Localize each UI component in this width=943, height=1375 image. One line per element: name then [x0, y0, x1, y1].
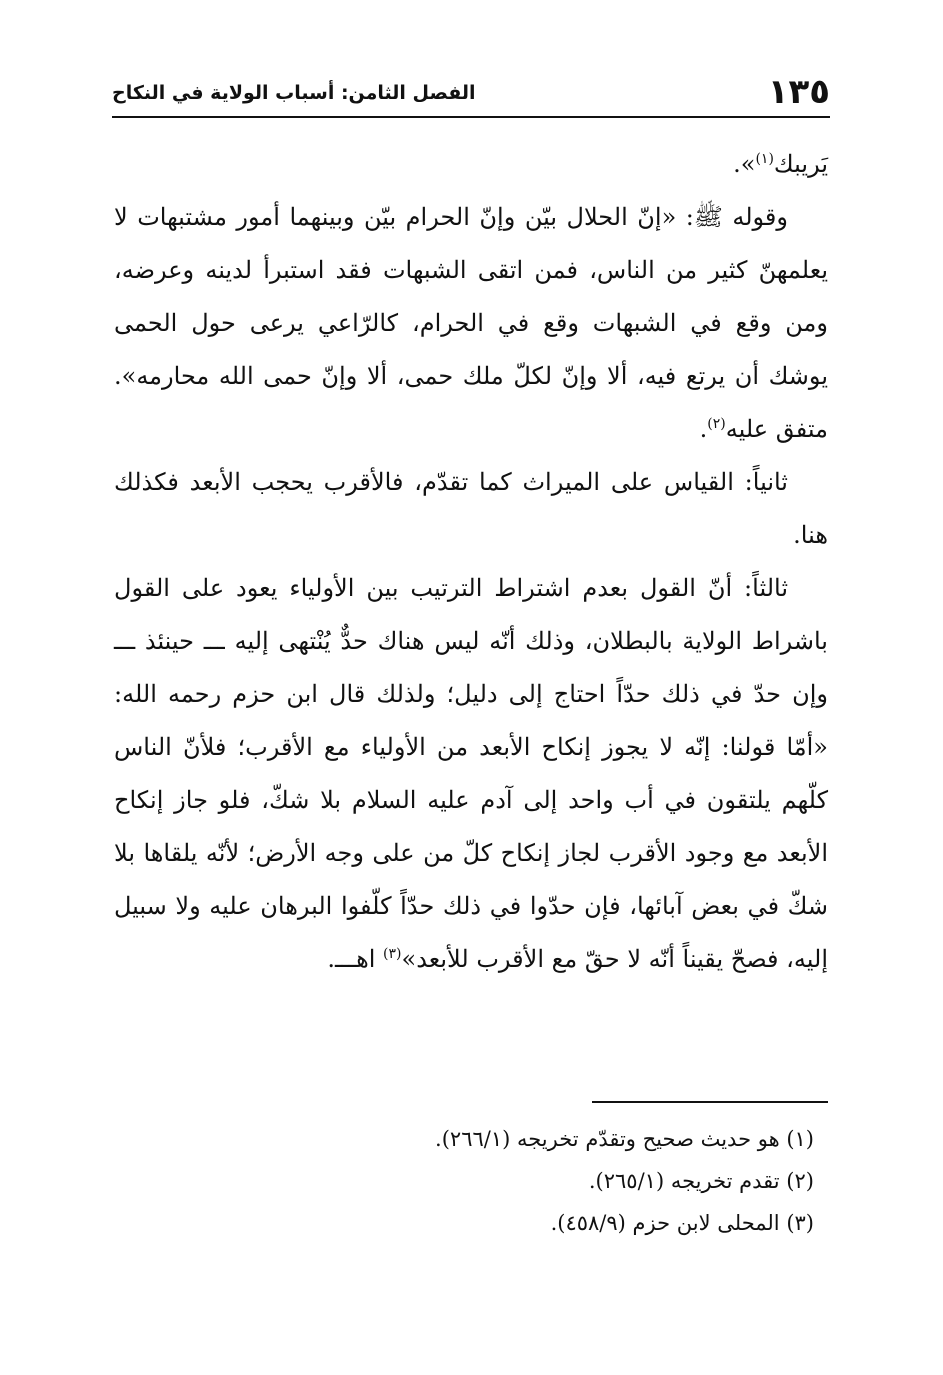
paragraph-4 — [114, 562, 828, 986]
paragraph-1 — [114, 138, 828, 191]
footnote-ref-1: (١) — [755, 151, 774, 167]
footnote-2: (٢) تقدم تخريجه (٢٦٥/١). — [588, 1169, 814, 1193]
page-number: ١٣٥ — [767, 72, 830, 112]
running-title: الفصل الثامن: أسباب الولاية في النكاح — [112, 82, 476, 104]
footnote-ref-2: (٢) — [707, 416, 726, 432]
main-text — [114, 138, 828, 986]
footnotes — [114, 1118, 814, 1244]
paragraph-4-tail: اهـــ. — [327, 945, 384, 973]
paragraph-3 — [114, 456, 828, 562]
paragraph-1-tail: ». — [733, 150, 756, 178]
paragraph-1-text: يَريبك — [773, 150, 828, 178]
footnote-separator — [592, 1101, 828, 1103]
paragraph-4-text: ثالثاً: أنّ القول بعدم اشتراط الترتيب بين الأولياء يعود على القول باشراط الولاية بالبطلان، وذلك أنّه ليس هناك حدٌّ يُنْتهى إليه ـــ حينئذ ـــ وإن حدّ في ذلك حدّاً احتاج إلى دليل؛ ولذلك قال ابن حزم رحمه الله: «أمّا قولنا: إنّه لا يجوز إنكاح الأبعد من الأولياء مع الأقرب؛ فلأنّ الناس كلّهم يلتقون في أب واحد إلى آدم عليه السلام بلا شكّ، فلو جاز إنكاح الأبعد مع وجود الأقرب لجاز إنكاح كلّ من على وجه الأرض؛ لأنّه يلقاها بلا شكّ في بعض آبائها، فإن حدّوا في ذلك حدّاً كلّفوا البرهان عليه ولا سبيل إليه، فصحّ يقيناً أنّه لا حقّ مع الأقرب للأبعد» — [114, 574, 828, 973]
paragraph-2-text: وقوله ﷺ: «إنّ الحلال بيّن وإنّ الحرام بيّن وبينهما أمور مشتبهات لا يعلمهنّ كثير من الناس، فمن اتقى الشبهات فقد استبرأ لدينه وعرضه، ومن وقع في الشبهات وقع في الحرام، كالرّاعي يرعى حول الحمى يوشك أن يرتع فيه، ألا وإنّ لكلّ ملك حمى، ألا وإنّ حمى الله محارمه». متفق عليه — [114, 203, 828, 443]
footnote-ref-3: (٣) — [383, 946, 402, 962]
paragraph-2 — [114, 191, 828, 456]
footnote-1: (١) هو حديث صحيح وتقدّم تخريجه (٢٦٦/١). — [435, 1127, 814, 1151]
paragraph-2-tail: . — [699, 415, 708, 443]
page-header — [112, 68, 830, 118]
footnote-3: (٣) المحلى لابن حزم (٤٥٨/٩). — [550, 1211, 814, 1235]
paragraph-3-text: ثانياً: القياس على الميراث كما تقدّم، فالأقرب يحجب الأبعد فكذلك هنا. — [114, 468, 828, 549]
